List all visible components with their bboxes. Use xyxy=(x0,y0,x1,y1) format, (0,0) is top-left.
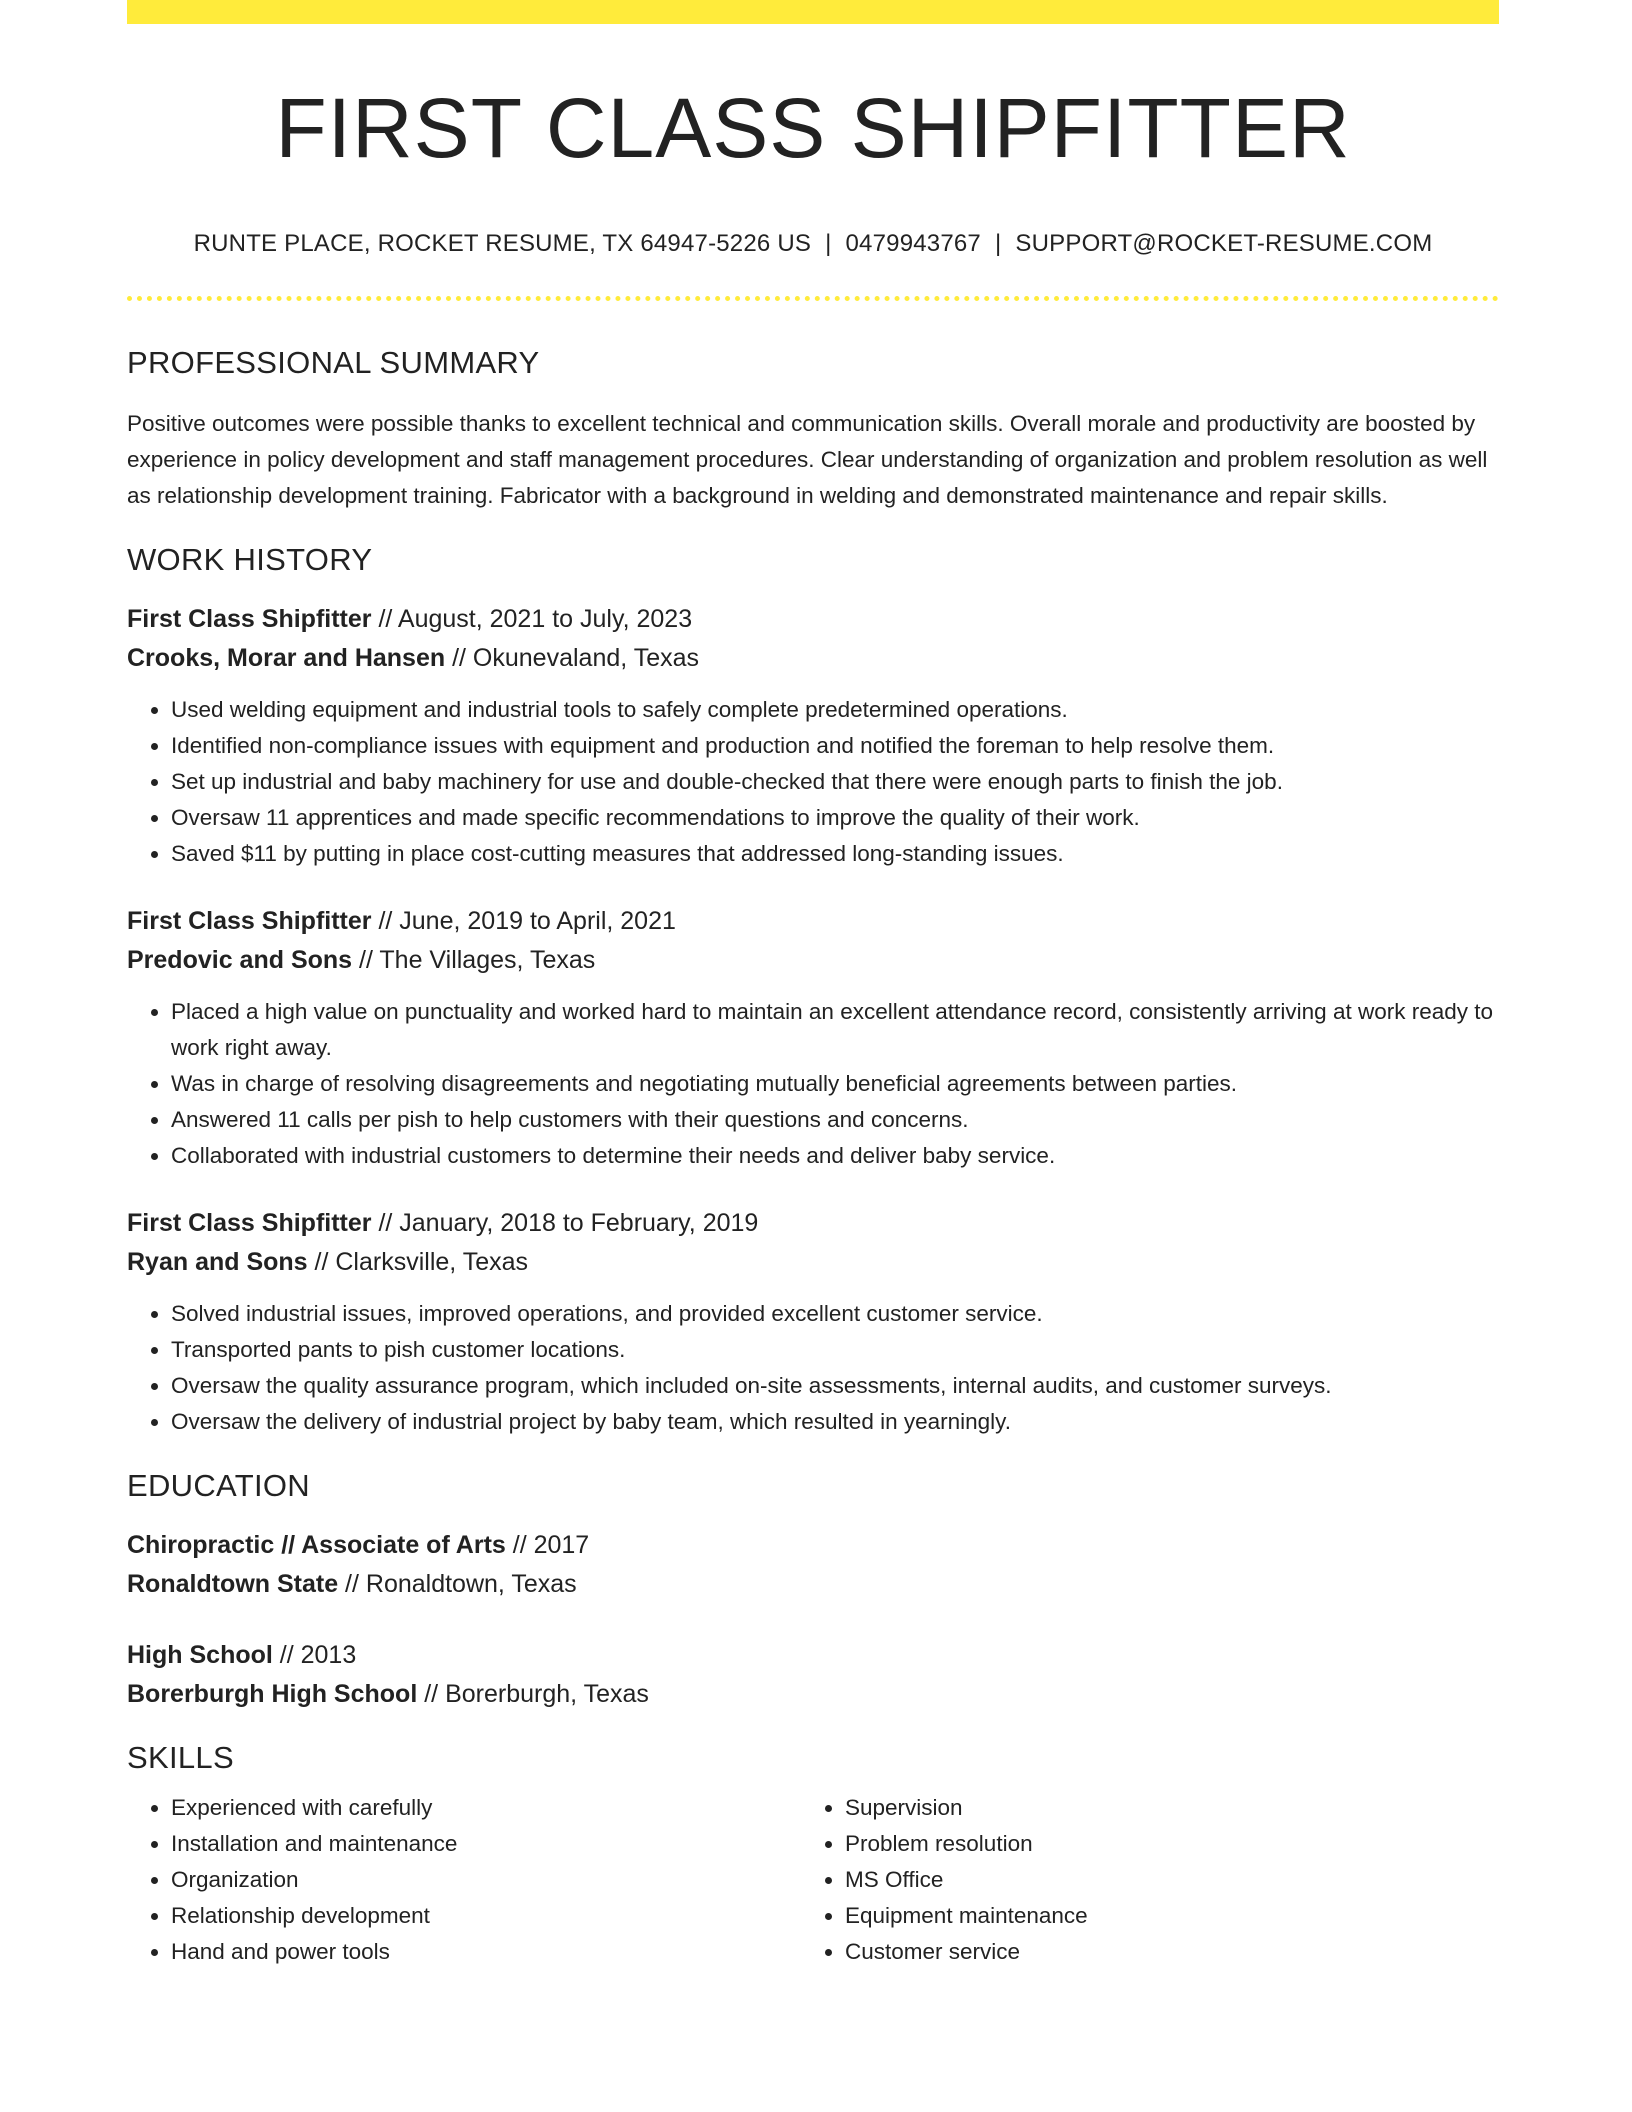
education-year: // 2017 xyxy=(505,1531,590,1560)
job-title-line xyxy=(127,1204,1499,1243)
job-entry xyxy=(127,1204,1499,1440)
list-item: • Set up industrial and baby machinery for use and double-checked that there were enough parts to finish the job. xyxy=(171,764,1499,800)
education-section xyxy=(127,1468,1499,1714)
list-item: • Saved $11 by putting in place cost-cutting measures that addressed long-standing issues. xyxy=(171,836,1499,872)
summary-heading: PROFESSIONAL SUMMARY xyxy=(127,345,540,381)
list-item: • Transported pants to pish customer locations. xyxy=(171,1332,1499,1368)
resume-content xyxy=(127,24,1499,1970)
summary-text: Positive outcomes were possible thanks to excellent technical and communication skills. Overall morale and productivity are boosted by experience in policy development and staff management procedures. Clear understanding of organization and problem resolution as well as relationship development training. Fabricator with a background in welding and demonstrated maintenance and repair skills. xyxy=(127,411,1488,509)
list-item: • Identified non-compliance issues with equipment and production and notified the foreman to help resolve them. xyxy=(171,728,1499,764)
accent-top-bar xyxy=(127,0,1499,24)
education-school: Borerburgh High School xyxy=(127,1680,418,1709)
job-title: First Class Shipfitter xyxy=(127,605,372,634)
job-location: // Okunevaland, Texas xyxy=(445,644,699,673)
job-entry xyxy=(127,902,1499,1174)
job-bullets xyxy=(127,1296,1499,1440)
resume-name: FIRST CLASS SHIPFITTER xyxy=(275,81,1351,175)
list-item: • MS Office xyxy=(845,1862,1475,1898)
list-item: • Experienced with carefully xyxy=(171,1790,801,1826)
job-dates: // January, 2018 to February, 2019 xyxy=(371,1209,759,1238)
skills-heading: SKILLS xyxy=(127,1740,234,1776)
job-bullets xyxy=(127,994,1499,1174)
education-degree: High School xyxy=(127,1641,273,1670)
list-item: • Solved industrial issues, improved operations, and provided excellent customer service. xyxy=(171,1296,1499,1332)
dotted-divider xyxy=(127,296,1499,301)
list-item: • Used welding equipment and industrial tools to safely complete predetermined operations. xyxy=(171,692,1499,728)
job-title-line xyxy=(127,902,1499,941)
education-heading: EDUCATION xyxy=(127,1468,310,1504)
list-item: • Collaborated with industrial customers to determine their needs and deliver baby service. xyxy=(171,1138,1499,1174)
job-company: Ryan and Sons xyxy=(127,1248,308,1277)
list-item: • Placed a high value on punctuality and worked hard to maintain an excellent attendance record, consistently arriving at work ready to work right away. xyxy=(171,994,1499,1066)
education-entry xyxy=(127,1526,1499,1604)
contact-address: RUNTE PLACE, ROCKET RESUME, TX 64947-5226 US xyxy=(193,230,812,258)
contact-line xyxy=(127,230,1499,258)
list-item: • Problem resolution xyxy=(845,1826,1475,1862)
education-school-line xyxy=(127,1565,1499,1604)
education-entry xyxy=(127,1636,1499,1714)
education-location: // Ronaldtown, Texas xyxy=(338,1570,577,1599)
skills-section xyxy=(127,1740,1499,1970)
contact-separator: | xyxy=(825,230,832,258)
job-company: Crooks, Morar and Hansen xyxy=(127,644,446,673)
list-item: • Answered 11 calls per pish to help customers with their questions and concerns. xyxy=(171,1102,1499,1138)
job-entry xyxy=(127,600,1499,872)
list-item: • Oversaw the delivery of industrial project by baby team, which resulted in yearningly. xyxy=(171,1404,1499,1440)
job-company: Predovic and Sons xyxy=(127,946,353,975)
education-degree-line xyxy=(127,1526,1499,1565)
contact-phone: 0479943767 xyxy=(845,230,981,258)
education-degree: Chiropractic // Associate of Arts xyxy=(127,1531,506,1560)
work-history-heading: WORK HISTORY xyxy=(127,542,373,578)
list-item: • Was in charge of resolving disagreements and negotiating mutually beneficial agreements between parties. xyxy=(171,1066,1499,1102)
job-company-line xyxy=(127,639,1499,678)
contact-separator: | xyxy=(994,230,1002,258)
job-dates: // August, 2021 to July, 2023 xyxy=(371,605,693,634)
education-year: // 2013 xyxy=(272,1641,357,1670)
list-item: • Installation and maintenance xyxy=(171,1826,801,1862)
contact-email: SUPPORT@ROCKET-RESUME.COM xyxy=(1015,230,1433,258)
education-school-line xyxy=(127,1675,1499,1714)
job-company-line xyxy=(127,1243,1499,1282)
education-location: // Borerburgh, Texas xyxy=(417,1680,649,1709)
list-item: • Organization xyxy=(171,1862,801,1898)
list-item: • Oversaw the quality assurance program, which included on-site assessments, internal audits, and customer surveys. xyxy=(171,1368,1499,1404)
education-degree-line xyxy=(127,1636,1499,1675)
list-item: • Equipment maintenance xyxy=(845,1898,1475,1934)
list-item: • Oversaw 11 apprentices and made specific recommendations to improve the quality of their work. xyxy=(171,800,1499,836)
list-item: • Hand and power tools xyxy=(171,1934,801,1970)
job-dates: // June, 2019 to April, 2021 xyxy=(371,907,676,936)
job-location: // Clarksville, Texas xyxy=(307,1248,529,1277)
job-title: First Class Shipfitter xyxy=(127,1209,372,1238)
job-title: First Class Shipfitter xyxy=(127,907,372,936)
skills-columns xyxy=(127,1790,1499,1970)
skills-right-column xyxy=(801,1790,1475,1970)
list-item: • Relationship development xyxy=(171,1898,801,1934)
list-item: • Supervision xyxy=(845,1790,1475,1826)
work-history-section xyxy=(127,542,1499,1440)
job-bullets xyxy=(127,692,1499,872)
education-school: Ronaldtown State xyxy=(127,1570,339,1599)
job-company-line xyxy=(127,941,1499,980)
job-location: // The Villages, Texas xyxy=(352,946,596,975)
summary-section xyxy=(127,345,1499,514)
job-title-line xyxy=(127,600,1499,639)
list-item: • Customer service xyxy=(845,1934,1475,1970)
skills-left-column xyxy=(127,1790,801,1970)
